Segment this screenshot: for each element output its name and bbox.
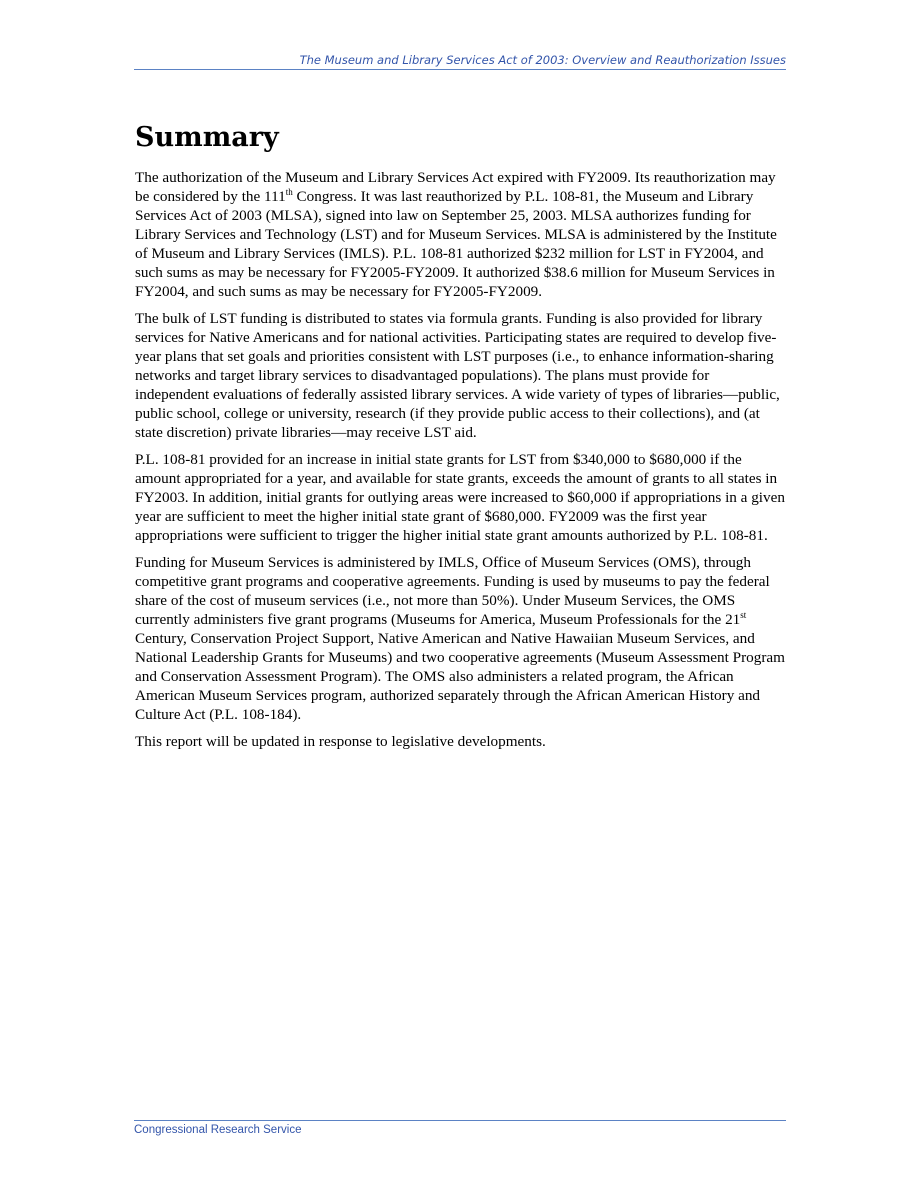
section-heading: Summary (135, 122, 279, 153)
summary-paragraph-5: This report will be updated in response to legislative developments. (135, 733, 546, 750)
summary-paragraph-1 (135, 168, 785, 301)
summary-paragraph-3: P.L. 108-81 provided for an increase in initial state grants for LST from $340,000 to $680,000 if the amount appropriated for a year, and available for state grants, exceeds the amount of grants to all states in FY2003. In addition, initial grants for outlying areas were increased to $60,000 if appropriations in a given year are sufficient to meet the higher initial state grant of $680,000. FY2009 was the first year appropriations were sufficient to trigger the higher initial state grant amounts authorized by P.L. 108-81. (135, 451, 785, 544)
paragraph-text: Century, Conservation Project Support, Native American and Native Hawaiian Museum Services, and National Leadership Grants for Museums) and two cooperative agreements (Museum Assessment Program and Conservation Assessment Program). The OMS also administers a related program, the African American Museum Services program, authorized separately through the African American History and Culture Act (P.L. 108-184). (135, 630, 785, 723)
summary-body (135, 168, 785, 759)
summary-paragraph-4 (135, 553, 785, 724)
paragraph-text: Congress. It was last reauthorized by P.L. 108-81, the Museum and Library Services Act of 2003 (MLSA), signed into law on September 25, 2003. MLSA authorizes funding for Library Services and Technology (LST) and for Museum Services. MLSA is administered by the Institute of Museum and Library Services (IMLS). P.L. 108-81 authorized $232 million for LST in FY2004, and such sums as may be necessary for FY2005-FY2009. It authorized $38.6 million for Museum Services in FY2004, and such sums as may be necessary for FY2005-FY2009. (135, 188, 777, 300)
running-footer: Congressional Research Service (134, 1120, 786, 1136)
ordinal-superscript: th (285, 187, 293, 197)
ordinal-superscript: st (740, 610, 747, 620)
paragraph-text: The authorization of the Museum and Library Services Act expired with FY2009. Its reauthorization may be considered by the 111 (135, 169, 776, 205)
summary-paragraph-2: The bulk of LST funding is distributed to states via formula grants. Funding is also provided for library services for Native Americans and for national activities. Participating states are required to develop five-year plans that set goals and priorities consistent with LST purposes (i.e., to enhance information-sharing networks and target library services to disadvantaged populations). The plans must provide for independent evaluations of federally assisted library services. A wide variety of types of libraries—public, public school, college or university, research (if they provide public access to their collections), and (at state discretion) private libraries—may receive LST aid. (135, 310, 780, 441)
running-header: The Museum and Library Services Act of 2003: Overview and Reauthorization Issues (134, 53, 786, 70)
paragraph-text: Funding for Museum Services is administered by IMLS, Office of Museum Services (OMS), through competitive grant programs and cooperative agreements. Funding is used by museums to pay the federal share of the cost of museum services (i.e., not more than 50%). Under Museum Services, the OMS currently administers five grant programs (Museums for America, Museum Professionals for the 21 (135, 554, 770, 628)
